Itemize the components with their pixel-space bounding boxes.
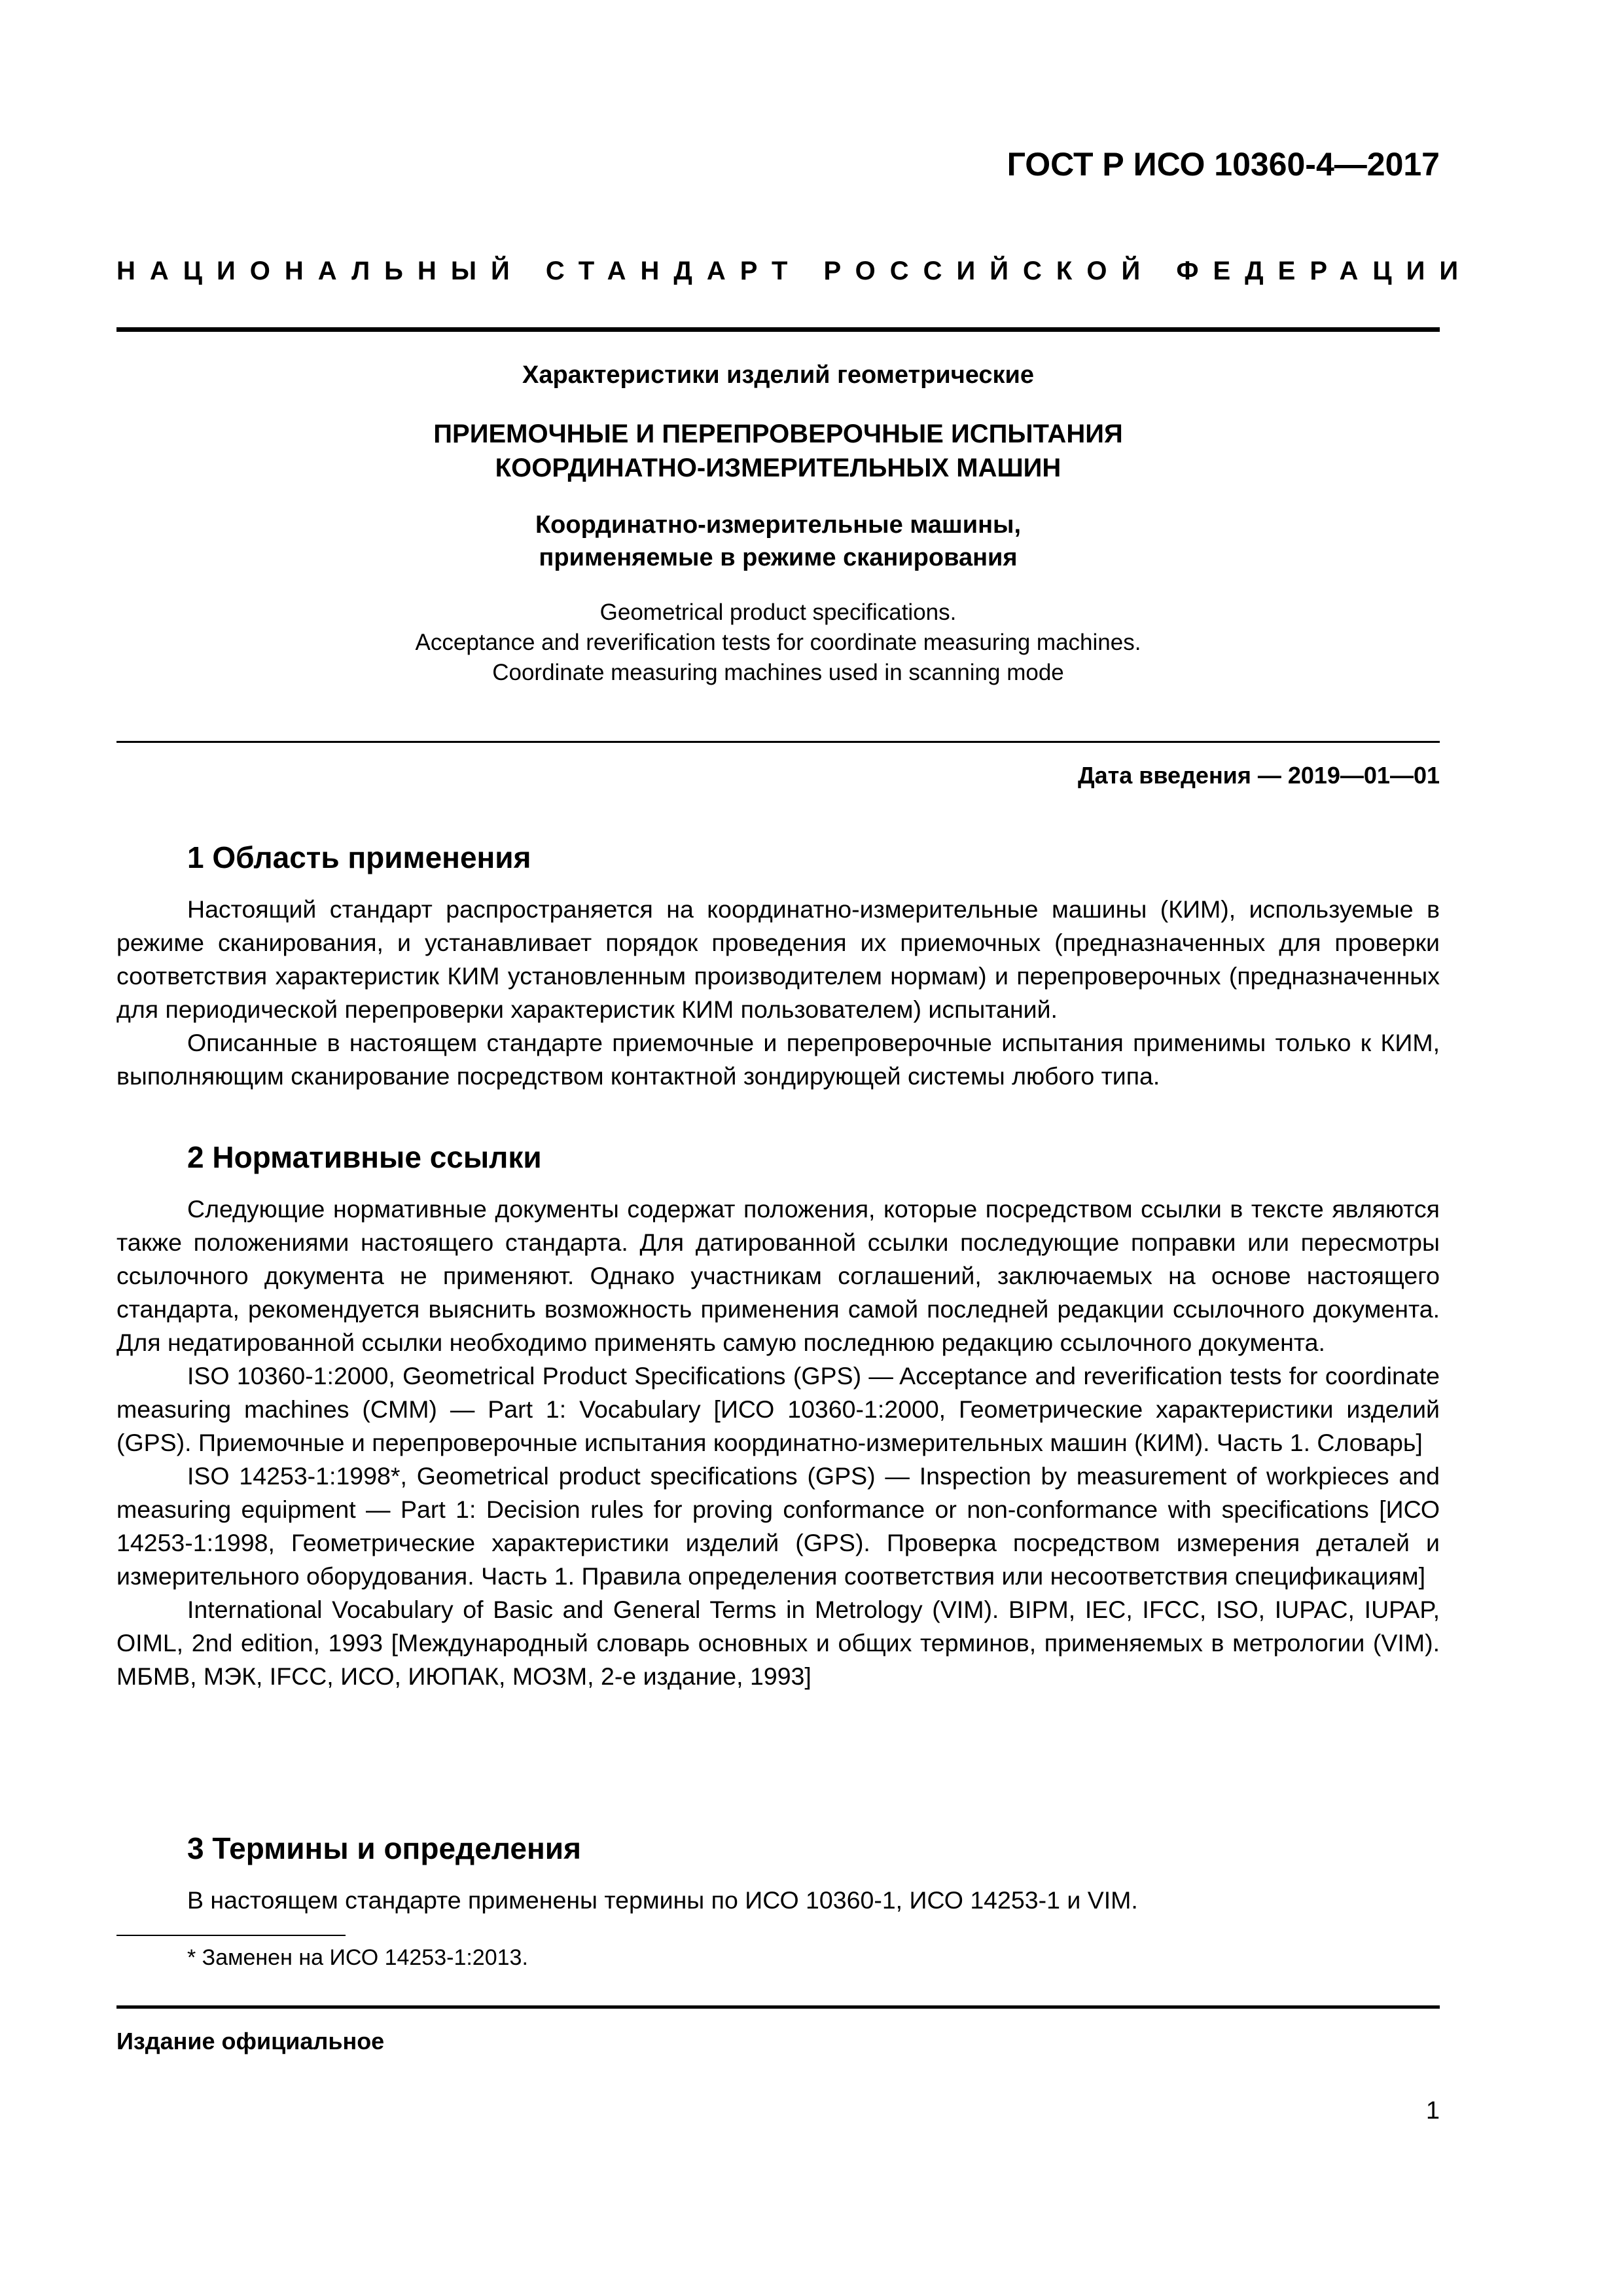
title-sub-line-2: применяемые в режиме сканирования bbox=[539, 544, 1018, 571]
title-divider bbox=[116, 741, 1440, 743]
section-heading: 1 Область применения bbox=[187, 840, 531, 874]
title-main-line-1: ПРИЕМОЧНЫЕ И ПЕРЕПРОВЕРОЧНЫЕ ИСПЫТАНИЯ bbox=[433, 420, 1123, 448]
official-edition-label: Издание официальное bbox=[116, 2028, 385, 2054]
reference-item: ISO 10360-1:2000, Geometrical Product Specifications (GPS) — Acceptance and reverification tests for coordinate measuring machines (CMM) — Part 1: Vocabulary [ИСО 10360-1:2000, Геометрические характеристики изделий (GPS). Приемочные и перепроверочные испытания координатно-измерительных машин (КИМ). Часть 1. Словарь] bbox=[116, 1362, 1440, 1456]
reference-item: International Vocabulary of Basic and General Terms in Metrology (VIM). BIPM, IEC, IFCC, ISO, IUPAC, IUPAP, OIML, 2nd edition, 1993 [Международный словарь основных и общих терминов, применяемых в метрологии (VIM). МБМВ, МЭК, IFCC, ИСО, ИЮПАК, МОЗМ, 2-е издание, 1993] bbox=[116, 1596, 1440, 1690]
section-scope bbox=[116, 839, 1440, 1093]
title-group: Характеристики изделий геометрические bbox=[522, 361, 1035, 389]
page-number: 1 bbox=[1425, 2097, 1440, 2125]
document-code: ГОСТ Р ИСО 10360-4—2017 bbox=[1007, 146, 1440, 183]
reference-item: ISO 14253-1:1998*, Geometrical product specifications (GPS) — Inspection by measurement of workpieces and measuring equipment — Part 1: Decision rules for proving conformance or non-conformance with specifications [ИСО 14253-1:1998, Геометрические характеристики изделий (GPS). Проверка посредством измерения деталей и измерительного оборудования. Часть 1. Правила определения соответствия или несоответствия спецификациям] bbox=[116, 1462, 1440, 1590]
header-divider bbox=[116, 327, 1440, 332]
paragraph: Описанные в настоящем стандарте приемочные и перепроверочные испытания применимы только к КИМ, выполняющим сканирование посредством контактной зондирующей системы любого типа. bbox=[116, 1029, 1440, 1090]
title-sub-line-1: Координатно-измерительные машины, bbox=[535, 511, 1022, 539]
paragraph: Настоящий стандарт распространяется на координатно-измерительные машины (КИМ), используемые в режиме сканирования, и устанавливает порядок проведения их приемочных (предназначенных для проверки соответствия характеристик КИМ установленным производителем нормам) и перепроверочных (предназначенных для периодической перепроверки характеристик КИМ пользователем) испытаний. bbox=[116, 895, 1440, 1023]
title-english-line-1: Geometrical product specifications. bbox=[599, 600, 957, 625]
section-heading: 3 Термины и определения bbox=[187, 1831, 581, 1865]
footnote-divider bbox=[116, 1935, 346, 1936]
paragraph: В настоящем стандарте применены термины по ИСО 10360-1, ИСО 14253-1 и VIM. bbox=[187, 1886, 1138, 1914]
footnote: * Заменен на ИСО 14253-1:2013. bbox=[187, 1945, 528, 1970]
title-english-line-2: Acceptance and reverification tests for coordinate measuring machines. bbox=[415, 630, 1141, 655]
footer-divider bbox=[116, 2005, 1440, 2009]
title-english-line-3: Coordinate measuring machines used in scanning mode bbox=[492, 660, 1064, 685]
national-standard-header: НАЦИОНАЛЬНЫЙ СТАНДАРТ РОССИЙСКОЙ ФЕДЕРАЦИИ bbox=[116, 257, 1473, 285]
paragraph: Следующие нормативные документы содержат положения, которые посредством ссылки в тексте являются также положениями настоящего стандарта. Для датированной ссылки последующие поправки или пересмотры ссылочного документа не применяют. Однако участникам соглашений, заключаемых на основе настоящего стандарта, рекомендуется выяснить возможность применения самой последней редакции ссылочного документа. Для недатированной ссылки необходимо применять самую последнюю редакцию ссылочного документа. bbox=[116, 1195, 1440, 1356]
title-block bbox=[116, 361, 1440, 688]
title-main-line-2: КООРДИНАТНО-ИЗМЕРИТЕЛЬНЫХ МАШИН bbox=[495, 454, 1061, 482]
introduction-date: Дата введения — 2019—01—01 bbox=[1077, 762, 1440, 789]
section-terms-definitions bbox=[116, 1830, 1440, 1917]
section-heading: 2 Нормативные ссылки bbox=[187, 1140, 542, 1174]
section-normative-references bbox=[116, 1139, 1440, 1693]
